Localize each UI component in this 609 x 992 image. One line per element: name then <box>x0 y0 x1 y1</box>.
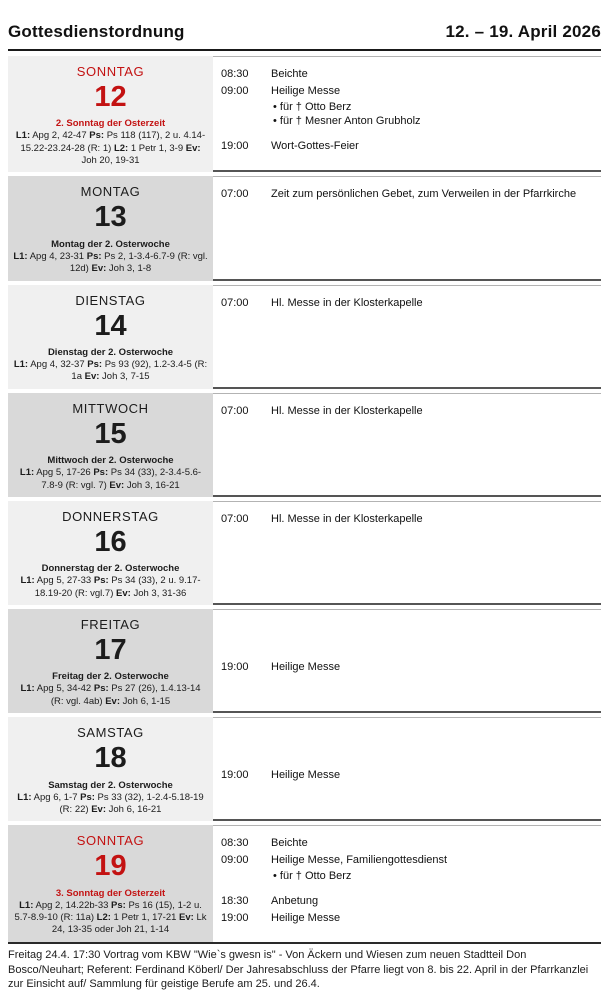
service-time: 19:00 <box>221 140 249 152</box>
service-label: Zeit zum persönlichen Gebet, zum Verweilen in der Pfarrkirche <box>271 188 577 201</box>
reading-label: Ev: <box>91 263 107 275</box>
service-label: Heilige Messe <box>271 660 341 673</box>
service-line <box>221 296 599 310</box>
day-box <box>8 609 213 713</box>
service-label: Hl. Messe in der Klosterkapelle <box>271 296 423 309</box>
service-label: Hl. Messe in der Klosterkapelle <box>271 512 423 525</box>
footer-note: Freitag 24.4. 17:30 Vortrag vom KBW "Wie`s gwesn is" - Von Äckern und Wiesen zum neuen Stadtteil Don Bosco/Neuhart; Referent: Ferdinand Köberl/ Der Jahresabschluss der Pfarre liegt von 8. bis 22. April in der Pfarrkanzlei zur Einsicht auf/ Sammlung für geistige Berufe am 25. und 26.4. <box>8 942 601 992</box>
day-readings: L1: Apg 4, 23-31 Ps: Ps 2, 1-3.4-6.7-9 (R: vgl. 12d) Ev: Joh 3, 1-8 <box>13 250 208 275</box>
reading-label: L1: <box>17 791 32 803</box>
service-group <box>221 660 599 674</box>
day-name: FREITAG <box>80 616 141 632</box>
service-line <box>221 768 599 782</box>
header <box>8 0 601 51</box>
day-row <box>8 609 601 713</box>
reading-label: Ev: <box>179 912 194 923</box>
day-name: MITTWOCH <box>72 400 149 416</box>
service-group <box>221 187 599 201</box>
service-group <box>221 512 599 526</box>
day-readings: L1: Apg 4, 32-37 Ps: Ps 93 (92), 1.2-3.4-5 (R: 1a Ev: Joh 3, 7-15 <box>13 359 208 383</box>
day-readings: L1: Apg 2, 42-47 Ps: Ps 118 (117), 2 u. 4.14-15.22-23.24-28 (R: 1) L2: 1 Petr 1, 3-9 Ev: Joh 20, 19-31 <box>15 130 206 167</box>
service-time: 09:00 <box>221 85 249 97</box>
day-liturgy-title: Mittwoch der 2. Osterwoche <box>47 455 174 467</box>
reading-label: Ps: <box>89 130 105 142</box>
day-liturgy-title: 2. Sonntag der Osterzeit <box>55 118 166 130</box>
service-intention: • für † Otto Berz <box>273 870 352 883</box>
day-services <box>213 717 601 821</box>
service-time: 07:00 <box>221 296 249 309</box>
day-box <box>8 176 213 280</box>
service-label: Heilige Messe <box>271 85 341 97</box>
reading-label: Ps: <box>111 899 126 911</box>
service-line <box>221 187 599 201</box>
day-number: 17 <box>94 633 127 666</box>
reading-label: Ev: <box>109 479 125 491</box>
reading-label: Ev: <box>91 803 106 815</box>
day-liturgy-title: Donnerstag der 2. Osterwoche <box>41 563 180 575</box>
day-row <box>8 717 601 821</box>
day-name: SONNTAG <box>76 64 145 79</box>
day-number: 18 <box>94 742 127 775</box>
service-line <box>221 139 599 153</box>
day-name: SAMSTAG <box>77 725 144 741</box>
reading-label: L1: <box>13 359 29 371</box>
reading-label: Ps: <box>93 575 109 587</box>
day-liturgy-title: Freitag der 2. Osterwoche <box>52 671 169 683</box>
service-group <box>221 67 599 81</box>
reading-label: Ps: <box>87 359 103 371</box>
day-liturgy-title: Samstag der 2. Osterwoche <box>48 779 173 791</box>
day-box <box>8 285 213 389</box>
service-line <box>221 512 599 526</box>
service-group <box>221 139 599 153</box>
day-row <box>8 56 601 172</box>
service-label: Heilige Messe <box>271 912 341 925</box>
day-box <box>8 717 213 821</box>
day-row <box>8 176 601 280</box>
service-intentions <box>273 869 599 883</box>
service-time: 09:00 <box>221 854 249 867</box>
day-services <box>213 825 601 941</box>
day-readings: L1: Apg 6, 1-7 Ps: Ps 33 (32), 1-2.4-5.18-19 (R: 22) Ev: Joh 6, 16-21 <box>17 791 204 815</box>
day-liturgy-title: 3. Sonntag der Osterzeit <box>55 887 166 899</box>
service-line <box>221 404 599 418</box>
reading-label: Ps: <box>93 467 109 479</box>
service-label: Heilige Messe, Familiengottesdienst <box>271 854 448 867</box>
service-intention: • für † Otto Berz <box>273 101 352 113</box>
day-row <box>8 393 601 497</box>
day-name: DIENSTAG <box>75 292 146 308</box>
day-name: MONTAG <box>80 184 141 200</box>
reading-label: Ev: <box>84 371 100 383</box>
day-number: 14 <box>94 309 127 342</box>
day-number: 12 <box>94 81 127 113</box>
service-group <box>221 911 599 925</box>
day-services <box>213 609 601 713</box>
day-readings: L1: Apg 5, 17-26 Ps: Ps 34 (33), 2-3.4-5.6-7.8-9 (R: vgl. 7) Ev: Joh 3, 16-21 <box>19 467 202 491</box>
service-group <box>221 836 599 850</box>
service-group <box>221 404 599 418</box>
day-services <box>213 393 601 497</box>
service-group <box>221 296 599 310</box>
day-box <box>8 825 213 941</box>
service-label: Wort-Gottes-Feier <box>271 140 359 152</box>
service-time: 07:00 <box>221 188 249 201</box>
day-box <box>8 393 213 497</box>
service-label: Anbetung <box>271 895 319 908</box>
reading-label: Ps: <box>86 250 102 262</box>
day-liturgy-title: Montag der 2. Osterwoche <box>51 238 170 250</box>
reading-label: Ev: <box>116 587 131 599</box>
service-time: 19:00 <box>221 660 249 673</box>
service-time: 07:00 <box>221 404 249 417</box>
reading-label: L1: <box>15 130 31 142</box>
service-group <box>221 84 599 128</box>
service-time: 18:30 <box>221 895 249 908</box>
day-name: DONNERSTAG <box>62 508 159 524</box>
service-time: 19:00 <box>221 912 249 925</box>
reading-label: Ev: <box>105 695 120 707</box>
service-group <box>221 853 599 883</box>
service-line <box>221 660 599 674</box>
service-time: 07:00 <box>221 512 249 525</box>
service-label: Heilige Messe <box>271 769 341 782</box>
day-readings: L1: Apg 2, 14.22b-33 Ps: Ps 16 (15), 1-2 u. 5.7-8.9-10 (R: 11a) L2: 1 Petr 1, 17-21 Ev: Lk 24, 13-35 oder Joh 21, 1-14 <box>14 899 207 936</box>
reading-label: Ps: <box>93 683 109 695</box>
reading-label: L2: <box>113 142 129 154</box>
reading-label: L1: <box>19 899 34 911</box>
service-intention: • für † Mesner Anton Grubholz <box>273 115 421 127</box>
day-number: 15 <box>94 417 127 450</box>
reading-label: L1: <box>13 250 28 262</box>
service-time: 19:00 <box>221 769 249 782</box>
service-label: Hl. Messe in der Klosterkapelle <box>271 404 423 417</box>
days-table <box>8 56 601 942</box>
service-group <box>221 768 599 782</box>
day-row <box>8 285 601 389</box>
service-label: Beichte <box>271 68 308 80</box>
date-range: 12. – 19. April 2026 <box>445 22 601 41</box>
reading-label: L1: <box>19 467 35 479</box>
day-readings: L1: Apg 5, 34-42 Ps: Ps 27 (26), 1.4.13-14 (R: vgl. 4ab) Ev: Joh 6, 1-15 <box>20 683 201 707</box>
service-line <box>221 84 599 98</box>
service-line <box>221 911 599 925</box>
service-group <box>221 894 599 908</box>
day-name: SONNTAG <box>76 833 145 849</box>
page-title: Gottesdienstordnung <box>8 22 185 41</box>
day-services <box>213 56 601 172</box>
reading-label: L1: <box>20 683 35 695</box>
day-services <box>213 285 601 389</box>
day-readings: L1: Apg 5, 27-33 Ps: Ps 34 (33), 2 u. 9.17-18.19-20 (R: vgl.7) Ev: Joh 3, 31-36 <box>20 575 201 599</box>
day-number: 13 <box>94 201 127 234</box>
service-label: Beichte <box>271 837 308 850</box>
service-intentions <box>273 100 599 128</box>
day-box <box>8 501 213 605</box>
day-box <box>8 56 213 172</box>
service-line <box>221 67 599 81</box>
day-liturgy-title: Dienstag der 2. Osterwoche <box>47 347 174 359</box>
service-line <box>221 894 599 908</box>
day-services <box>213 176 601 280</box>
service-line <box>221 836 599 850</box>
day-number: 16 <box>94 525 127 558</box>
day-number: 19 <box>94 850 127 883</box>
reading-label: Ev: <box>185 142 201 154</box>
day-row <box>8 825 601 941</box>
day-services <box>213 501 601 605</box>
reading-label: L2: <box>96 912 111 923</box>
reading-label: L1: <box>20 575 35 587</box>
day-row <box>8 501 601 605</box>
service-line <box>221 853 599 867</box>
service-time: 08:30 <box>221 837 249 850</box>
reading-label: Ps: <box>80 791 95 803</box>
service-time: 08:30 <box>221 68 249 80</box>
